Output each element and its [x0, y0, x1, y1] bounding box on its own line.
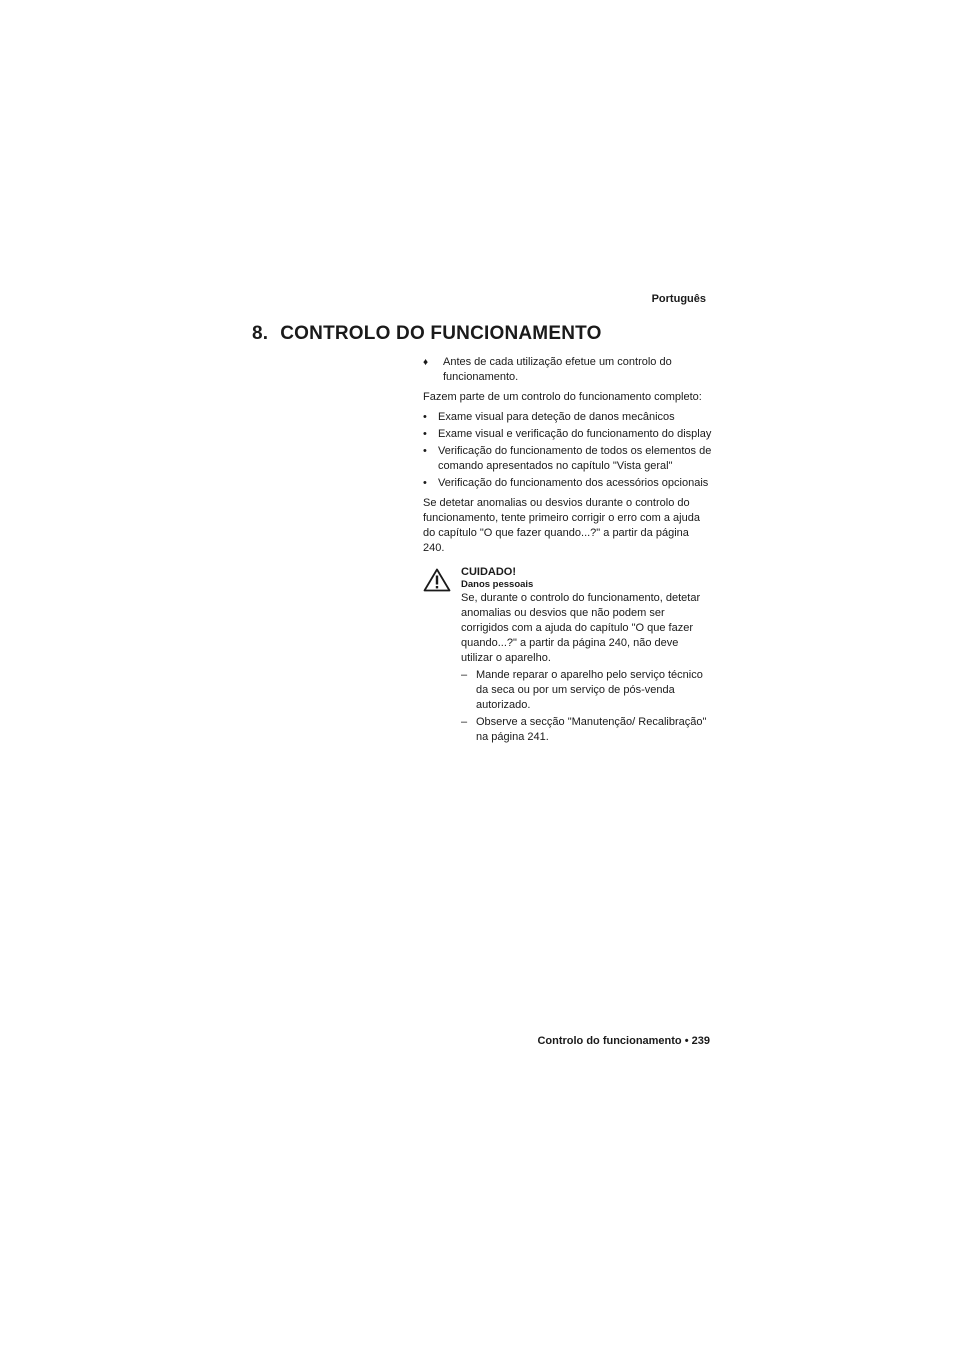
warning-subtitle: Danos pessoais: [461, 579, 534, 590]
chapter-number: 8.: [252, 323, 269, 344]
chapter-title: [252, 323, 602, 345]
page-language-label: Português: [651, 293, 706, 305]
warning-actions: [461, 668, 713, 745]
warning-body: [461, 566, 713, 747]
warning-block: [423, 566, 713, 747]
dash-bullet: –: [461, 669, 468, 681]
list-item: • Exame visual para deteção de danos mecânicos: [423, 411, 675, 423]
bullet-icon: •: [423, 477, 427, 489]
page-footer: [537, 1035, 710, 1047]
content-column: [423, 355, 713, 747]
list-item: • Verificação do funcionamento dos acessórios opcionais: [423, 477, 709, 489]
warning-triangle-icon: [423, 566, 461, 747]
page-number: 239: [691, 1035, 710, 1047]
anomaly-paragraph: Se detetar anomalias ou desvios durante o controlo do funcionamento, tente primeiro corrigir o erro com a ajuda do capítulo "O que fazer quando...?" a partir da página 240.: [423, 497, 700, 554]
dash-bullet: –: [461, 716, 468, 728]
intro-paragraph: Fazem parte de um controlo do funcionamento completo:: [423, 391, 702, 403]
list-item: • Verificação do funcionamento de todos os elementos de comando apresentados no capítulo "Vista geral": [423, 445, 712, 472]
warning-text: Se, durante o controlo do funcionamento, detetar anomalias ou desvios que não podem ser corrigidos com a ajuda do capítulo "O que fazer quando...?" a partir da página 240, não deve utilizar o aparelho.: [461, 592, 701, 664]
check-list: [423, 410, 713, 491]
chapter-title-text: CONTROLO DO FUNCIONAMENTO: [280, 323, 602, 344]
bullet-icon: •: [423, 411, 427, 423]
instruction-step-text: Antes de cada utilização efetue um controlo do funcionamento.: [443, 356, 672, 383]
footer-section-title: Controlo do funcionamento: [537, 1035, 682, 1047]
diamond-bullet-icon: ♦: [423, 357, 429, 368]
footer-separator: •: [684, 1035, 689, 1047]
list-item: – Mande reparar o aparelho pelo serviço técnico da seca ou por um serviço de pós-venda autorizado.: [461, 669, 703, 711]
bullet-icon: •: [423, 445, 427, 457]
warning-title: CUIDADO!: [461, 566, 516, 578]
bullet-icon: •: [423, 428, 427, 440]
list-item: • Exame visual e verificação do funcionamento do display: [423, 428, 712, 440]
instruction-step: [423, 355, 713, 385]
list-item: – Observe a secção "Manutenção/ Recalibração" na página 241.: [461, 716, 707, 743]
